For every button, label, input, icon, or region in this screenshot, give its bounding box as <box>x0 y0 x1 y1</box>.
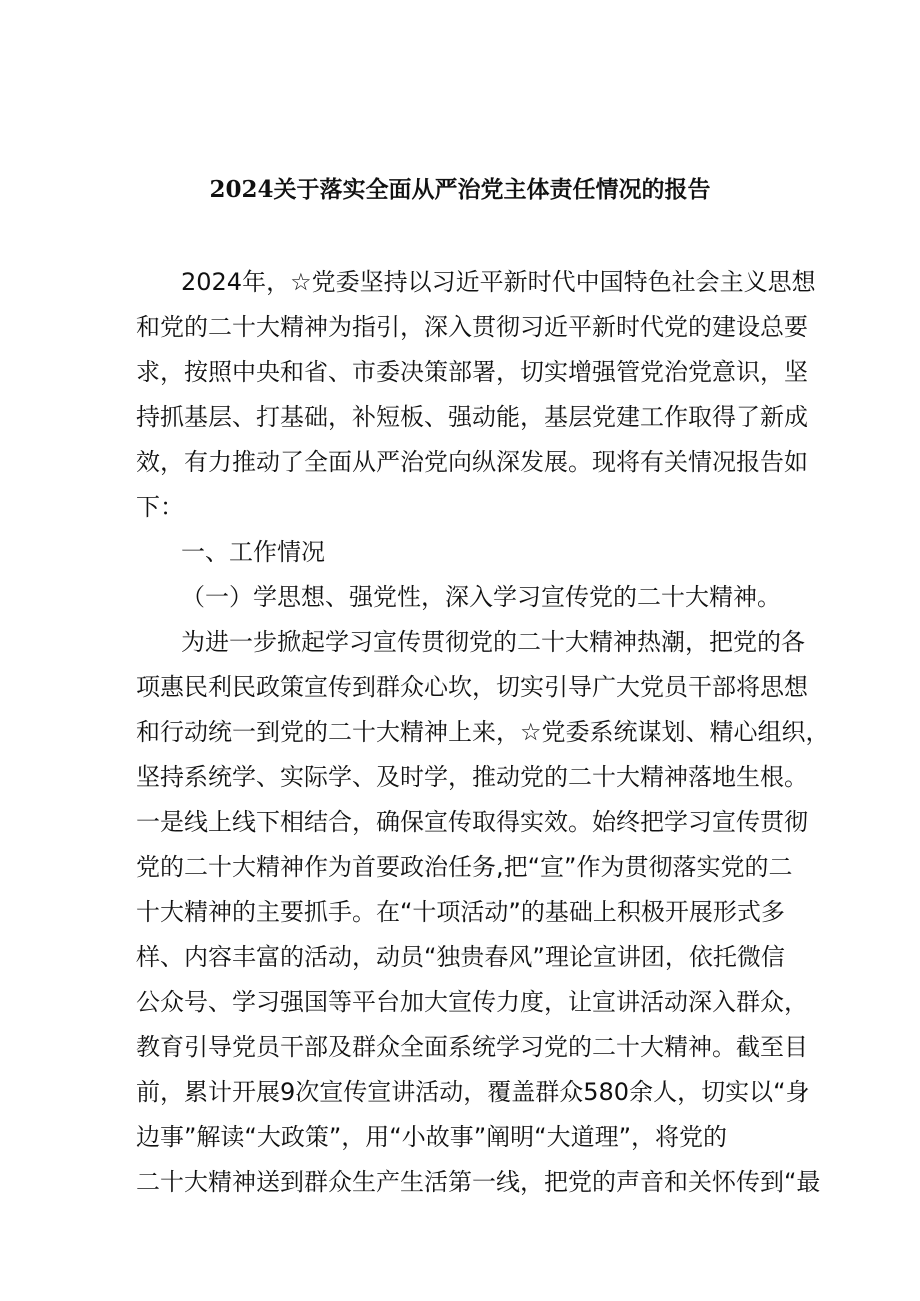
paragraph-line: 持抓基层、打基础，补短板、强动能，基层党建工作取得了新成 <box>136 403 808 431</box>
paragraph-line: 和行动统一到党的二十大精神上来，☆党委系统谋划、精心组织， <box>136 718 830 746</box>
paragraph-line: 教育引导党员干部及群众全面系统学习党的二十大精神。截至目 <box>136 1033 808 1061</box>
paragraph-line: 项惠民利民政策宣传到群众心坎，切实引导广大党员干部将思想 <box>136 673 808 701</box>
paragraph-line: 下： <box>136 493 184 521</box>
paragraph-line: 坚持系统学、实际学、及时学，推动党的二十大精神落地生根。 <box>136 763 808 791</box>
paragraph-line: 效，有力推动了全面从严治党向纵深发展。现将有关情况报告如 <box>136 448 808 476</box>
paragraph-line: 一是线上线下相结合，确保宣传取得实效。始终把学习宣传贯彻 <box>136 808 808 836</box>
paragraph-line: 党的二十大精神作为首要政治任务,把“宣”作为贯彻落实党的二 <box>136 853 793 881</box>
document-title: 2024关于落实全面从严治党主体责任情况的报告 <box>209 176 711 203</box>
paragraph-line: 样、内容丰富的活动，动员“独贵春风”理论宣讲团，依托微信 <box>136 943 785 971</box>
paragraph-line: 2024年，☆党委坚持以习近平新时代中国特色社会主义思想 <box>181 268 816 296</box>
paragraph-line: 十大精神的主要抓手。在“十项活动”的基础上积极开展形式多 <box>136 898 785 926</box>
paragraph-line: 求，按照中央和省、市委决策部署，切实增强管党治党意识，坚 <box>136 358 808 386</box>
paragraph-line: 边事”解读“大政策”，用“小故事”阐明“大道理”，将党的 <box>136 1123 728 1151</box>
subsection-heading: （一）学思想、强党性，深入学习宣传党的二十大精神。 <box>181 583 781 611</box>
paragraph-line: 公众号、学习强国等平台加大宣传力度，让宣讲活动深入群众， <box>136 988 808 1016</box>
paragraph-line: 前，累计开展9次宣传宣讲活动，覆盖群众580余人，切实以“身 <box>136 1078 810 1106</box>
paragraph-line: 二十大精神送到群众生产生活第一线，把党的声音和关怀传到“最 <box>136 1168 821 1196</box>
paragraph-line: 和党的二十大精神为指引，深入贯彻习近平新时代党的建设总要 <box>136 313 808 341</box>
paragraph-line: 为进一步掀起学习宣传贯彻党的二十大精神热潮，把党的各 <box>181 628 805 656</box>
section-heading: 一、工作情况 <box>181 538 325 566</box>
